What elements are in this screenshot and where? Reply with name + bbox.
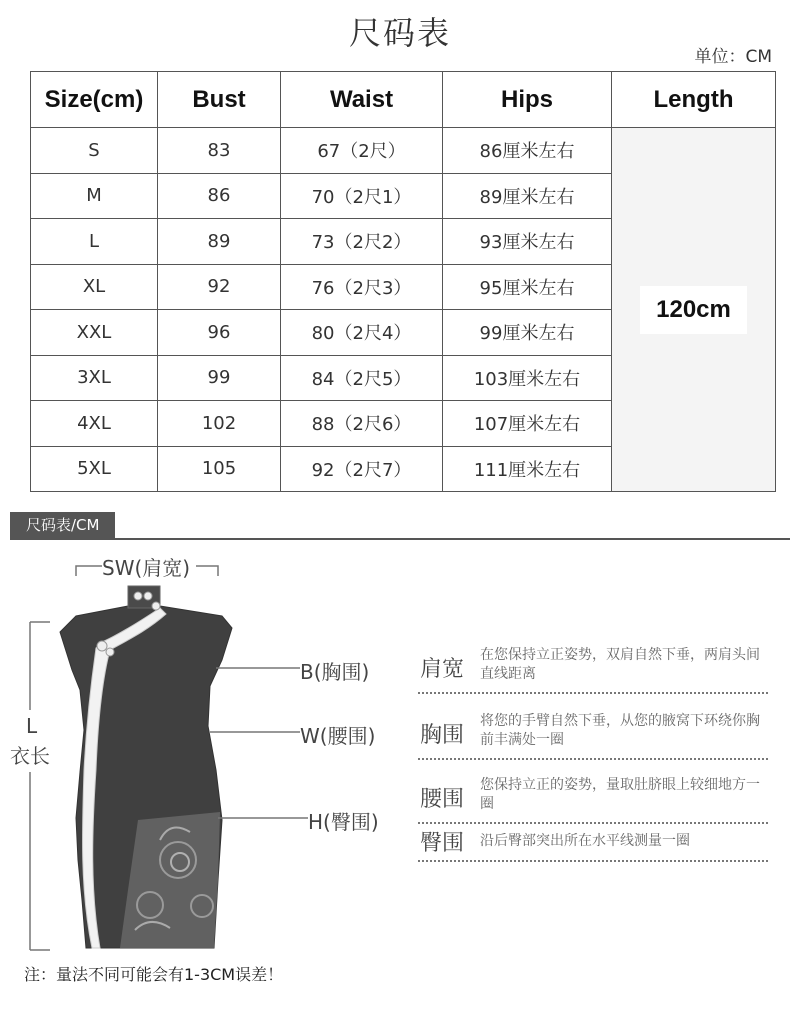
waist-cell: 70（2尺1） xyxy=(281,173,443,219)
bust-cell: 102 xyxy=(158,401,281,447)
size-cell: M xyxy=(31,173,158,219)
waist-cell: 84（2尺5） xyxy=(281,355,443,401)
bust-cell: 96 xyxy=(158,310,281,356)
size-cell: 3XL xyxy=(31,355,158,401)
shoulder-width-label: SW(肩宽) xyxy=(102,556,191,580)
qipao-illustration xyxy=(10,550,400,960)
definition-term: 臀围 xyxy=(420,831,465,856)
bust-label: B(胸围) xyxy=(300,660,370,684)
definition-text: 将您的手臂自然下垂，从您的腋窝下环绕你胸前丰满处一圈 xyxy=(480,713,760,748)
bust-cell: 99 xyxy=(158,355,281,401)
size-table xyxy=(30,71,776,492)
waist-cell: 76（2尺3） xyxy=(281,264,443,310)
definition-text: 在您保持立正姿势，双肩自然下垂，两肩头间直线距离 xyxy=(480,647,760,682)
section-tab: 尺码表/CM xyxy=(10,512,115,538)
waist-cell: 88（2尺6） xyxy=(281,401,443,447)
size-cell: 4XL xyxy=(31,401,158,447)
hips-cell: 99厘米左右 xyxy=(443,310,612,356)
col-header-bust: Bust xyxy=(158,72,281,128)
bust-cell: 92 xyxy=(158,264,281,310)
size-cell: S xyxy=(31,128,158,174)
waist-cell: 73（2尺2） xyxy=(281,219,443,265)
hips-cell: 103厘米左右 xyxy=(443,355,612,401)
table-header-row xyxy=(31,72,776,128)
col-header-size: Size(cm) xyxy=(31,72,158,128)
waist-cell: 67（2尺） xyxy=(281,128,443,174)
length-cell xyxy=(612,128,776,492)
size-cell: L xyxy=(31,219,158,265)
unit-label: 单位：CM xyxy=(694,47,772,67)
measurement-diagram xyxy=(10,550,400,960)
page-title: 尺码表 xyxy=(348,14,451,52)
col-header-length: Length xyxy=(612,72,776,128)
hips-cell: 93厘米左右 xyxy=(443,219,612,265)
bust-cell: 89 xyxy=(158,219,281,265)
waist-cell: 80（2尺4） xyxy=(281,310,443,356)
size-cell: XXL xyxy=(31,310,158,356)
measurement-note: 注：量法不同可能会有1-3CM误差！ xyxy=(24,965,284,984)
length-letter-label: L xyxy=(26,714,38,738)
length-text-label: 衣长 xyxy=(10,744,50,768)
size-cell: 5XL xyxy=(31,446,158,492)
table-row xyxy=(31,128,776,174)
hips-cell: 111厘米左右 xyxy=(443,446,612,492)
section-header xyxy=(10,512,790,540)
definition-text: 沿后臀部突出所在水平线测量一圈 xyxy=(480,833,690,849)
hips-cell: 86厘米左右 xyxy=(443,128,612,174)
definition-item xyxy=(418,770,768,824)
col-header-hips: Hips xyxy=(443,72,612,128)
definition-term: 胸围 xyxy=(420,723,465,748)
definition-item xyxy=(418,640,768,694)
hips-cell: 89厘米左右 xyxy=(443,173,612,219)
bust-cell: 105 xyxy=(158,446,281,492)
hips-cell: 95厘米左右 xyxy=(443,264,612,310)
bust-cell: 83 xyxy=(158,128,281,174)
waist-cell: 92（2尺7） xyxy=(281,446,443,492)
size-cell: XL xyxy=(31,264,158,310)
bust-cell: 86 xyxy=(158,173,281,219)
definition-term: 肩宽 xyxy=(420,657,465,682)
definition-item xyxy=(418,706,768,760)
definition-item xyxy=(418,826,768,862)
length-value: 120cm xyxy=(640,286,747,334)
col-header-waist: Waist xyxy=(281,72,443,128)
waist-label: W(腰围) xyxy=(300,724,376,748)
hips-cell: 107厘米左右 xyxy=(443,401,612,447)
hips-label: H(臀围) xyxy=(308,810,379,834)
definition-term: 腰围 xyxy=(420,787,465,812)
definition-text: 您保持立正的姿势，量取肚脐眼上较细地方一圈 xyxy=(480,777,760,812)
